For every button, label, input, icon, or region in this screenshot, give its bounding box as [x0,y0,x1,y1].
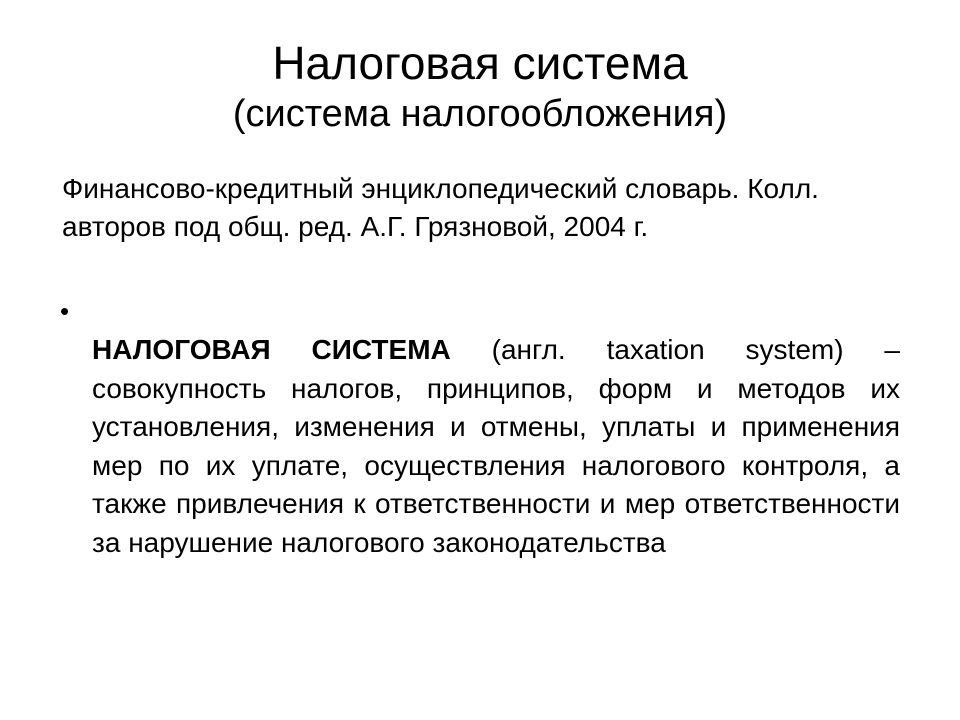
source-citation: Финансово-кредитный энциклопедический словарь. Колл. авторов под общ. ред. А.Г. Грязновой, 2004 г. [62,173,819,242]
slide-subtitle: (система налогообложения) [232,93,728,135]
definition-paragraph [92,331,900,562]
definition-text: (англ. taxation system) – совокупность налогов, принципов, форм и методов их установления, изменения и отмены, уплаты и применения мер по их уплате, осуществления налогового контроля, а также привлечения к ответственности и мер ответственности за нарушение налогового законодательства [92,334,900,558]
definition-term: НАЛОГОВАЯ СИСТЕМА [92,334,451,365]
slide-title: Налоговая система [272,37,688,89]
title-block [0,34,960,136]
bullet-point: • [60,296,70,326]
